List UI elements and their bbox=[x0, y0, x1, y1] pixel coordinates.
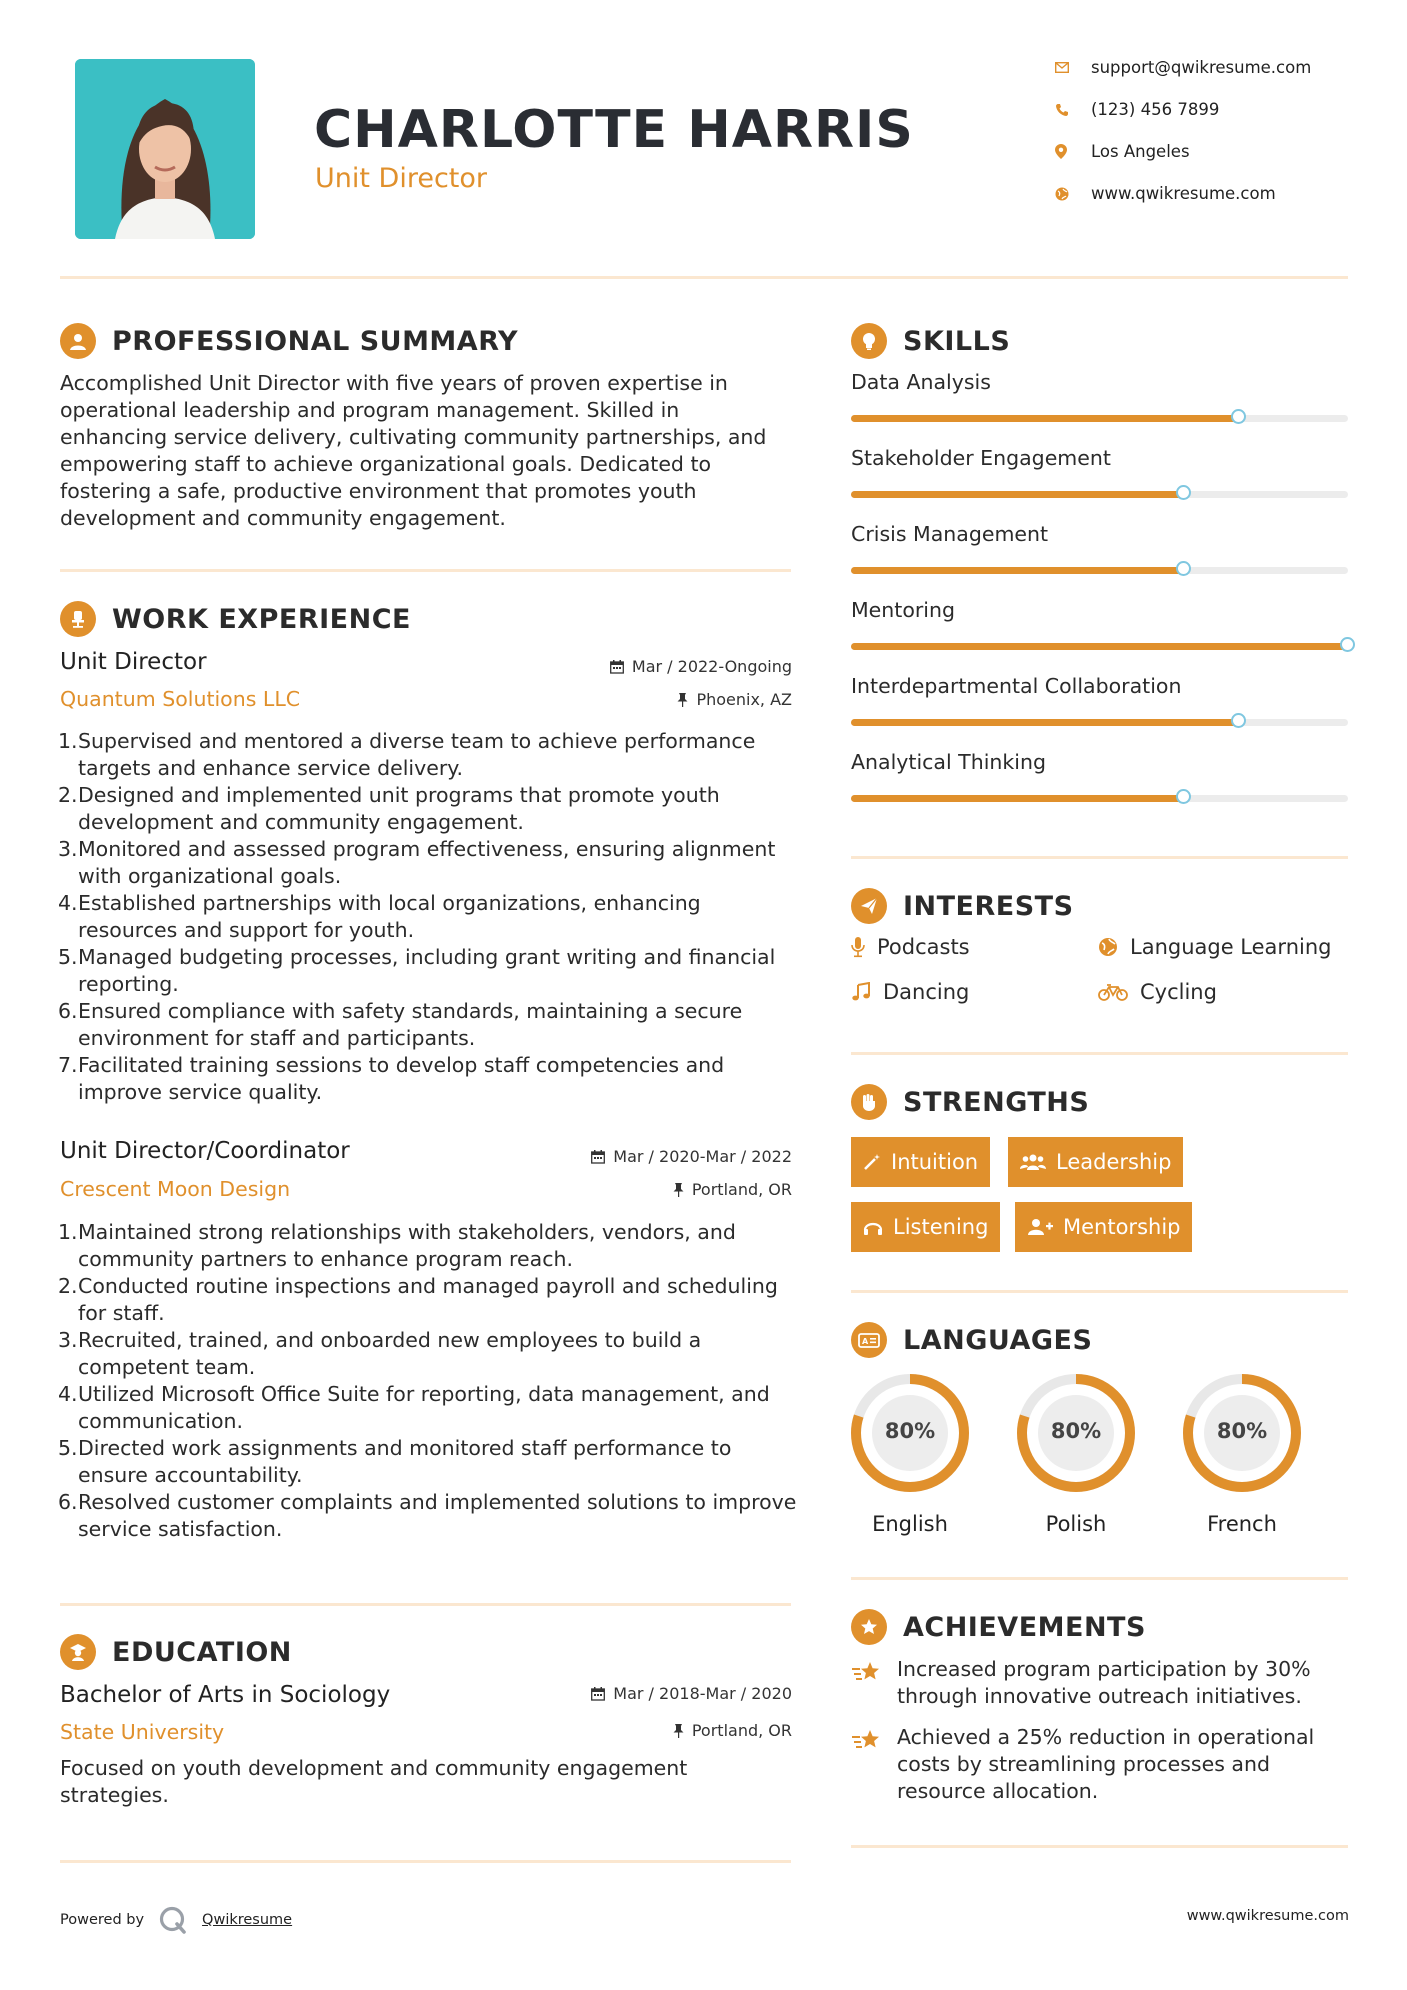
job-1-company: Quantum Solutions LLC bbox=[60, 687, 301, 711]
paper-plane-icon bbox=[851, 888, 887, 924]
calendar-icon bbox=[610, 660, 624, 674]
envelope-icon bbox=[1055, 62, 1069, 73]
education-title: EDUCATION bbox=[112, 1636, 292, 1668]
summary-text: Accomplished Unit Director with five years of proven expertise in operational leadership and program management. Skilled in enhancing service delivery, cultivating community partnerships, and empowering staff to achieve organizational goals. Dedicated to fostering a safe, productive environment that promotes youth development and community engagement. bbox=[60, 371, 767, 530]
skill-bar-knob bbox=[1231, 713, 1246, 728]
duty-item: Established partnerships with local organizations, enhancing resources and support for youth. bbox=[78, 891, 701, 942]
duty-item: Conducted routine inspections and managed payroll and scheduling for staff. bbox=[78, 1274, 778, 1325]
skill-name: Data Analysis bbox=[851, 370, 991, 394]
education-dates bbox=[591, 1684, 792, 1703]
magic-wand-icon bbox=[863, 1153, 881, 1171]
qwikresume-link[interactable]: Qwikresume bbox=[202, 1912, 293, 1928]
contact-email[interactable] bbox=[1055, 58, 1311, 77]
strengths-heading bbox=[851, 1084, 1089, 1120]
duty-item: Supervised and mentored a diverse team to achieve performance targets and enhance service delivery. bbox=[78, 729, 756, 780]
language-name: English bbox=[872, 1512, 948, 1536]
job-1-location-text: Phoenix, AZ bbox=[696, 690, 792, 709]
summary-title: PROFESSIONAL SUMMARY bbox=[112, 325, 519, 357]
interest-language-learning bbox=[1098, 935, 1331, 959]
skill-name: Analytical Thinking bbox=[851, 750, 1046, 774]
skills-title: SKILLS bbox=[903, 325, 1011, 357]
svg-text:A: A bbox=[862, 1337, 869, 1346]
qwikresume-logo-icon bbox=[158, 1905, 188, 1935]
strength-label: Intuition bbox=[891, 1150, 979, 1174]
lightbulb-icon bbox=[851, 323, 887, 359]
location-pin-icon bbox=[1055, 144, 1069, 159]
duty-item: Recruited, trained, and onboarded new employees to build a competent team. bbox=[78, 1328, 702, 1379]
interest-label: Podcasts bbox=[877, 935, 970, 959]
job-2-duties bbox=[60, 1219, 800, 1543]
powered-by-label: Powered by bbox=[60, 1912, 145, 1928]
contact-phone-text: (123) 456 7899 bbox=[1091, 100, 1220, 119]
group-icon bbox=[1020, 1153, 1046, 1171]
achievement-item bbox=[851, 1724, 1351, 1805]
pushpin-icon bbox=[673, 1183, 684, 1197]
star-badge-icon bbox=[851, 1609, 887, 1645]
interest-cycling bbox=[1098, 980, 1217, 1004]
candidate-name: CHARLOTTE HARRIS bbox=[314, 100, 914, 160]
skill-bar-track bbox=[851, 795, 1348, 802]
bicycle-icon bbox=[1098, 983, 1128, 1001]
skill-bar-fill bbox=[851, 719, 1239, 726]
globe-icon bbox=[1055, 187, 1069, 201]
calendar-icon bbox=[591, 1687, 605, 1701]
job-1-dates-text: Mar / 2022-Ongoing bbox=[631, 657, 792, 676]
music-note-icon bbox=[851, 982, 871, 1002]
header-divider bbox=[60, 276, 1348, 279]
interests-title: INTERESTS bbox=[903, 890, 1074, 922]
globe-icon bbox=[1098, 937, 1118, 957]
interest-podcasts bbox=[851, 935, 970, 959]
language-item bbox=[1177, 1368, 1307, 1536]
contact-website-text: www.qwikresume.com bbox=[1091, 184, 1276, 203]
skill-bar-knob bbox=[1176, 561, 1191, 576]
achievement-text: Achieved a 25% reduction in operational costs by streamlining processes and resource allocation. bbox=[897, 1725, 1315, 1803]
job-2-location-text: Portland, OR bbox=[691, 1180, 792, 1199]
achievement-text: Increased program participation by 30% through innovative outreach initiatives. bbox=[897, 1657, 1311, 1708]
strength-listening bbox=[851, 1202, 1000, 1252]
skill-bar-track bbox=[851, 719, 1348, 726]
job-2-location bbox=[673, 1180, 792, 1199]
pushpin-icon bbox=[673, 1724, 684, 1738]
office-chair-icon bbox=[60, 601, 96, 637]
languages-title: LANGUAGES bbox=[903, 1324, 1093, 1356]
skill-bar-fill bbox=[851, 643, 1348, 650]
job-2-dates bbox=[591, 1147, 792, 1166]
language-percent: 80% bbox=[1050, 1419, 1102, 1443]
language-name: French bbox=[1207, 1512, 1277, 1536]
duty-item: Monitored and assessed program effectiveness, ensuring alignment with organizational goals. bbox=[78, 837, 776, 888]
skill-bar-fill bbox=[851, 795, 1184, 802]
skill-bar-fill bbox=[851, 415, 1239, 422]
strengths-title: STRENGTHS bbox=[903, 1086, 1090, 1118]
skill-bar-fill bbox=[851, 567, 1184, 574]
achievement-item bbox=[851, 1656, 1351, 1710]
skill-bar-track bbox=[851, 415, 1348, 422]
duty-item: Maintained strong relationships with stakeholders, vendors, and community partners to enhance program reach. bbox=[78, 1220, 736, 1271]
interests-heading bbox=[851, 888, 1074, 924]
job-1-duties bbox=[60, 728, 800, 1106]
job-1-location bbox=[677, 690, 792, 709]
language-percent: 80% bbox=[1216, 1419, 1268, 1443]
id-card-icon bbox=[851, 1322, 887, 1358]
skill-name: Interdepartmental Collaboration bbox=[851, 674, 1182, 698]
duty-item: Utilized Microsoft Office Suite for reporting, data management, and communication. bbox=[78, 1382, 770, 1433]
contact-location bbox=[1055, 142, 1190, 161]
job-2-title: Unit Director/Coordinator bbox=[60, 1138, 350, 1164]
skills-heading bbox=[851, 323, 1010, 359]
skill-name: Mentoring bbox=[851, 598, 956, 622]
experience-title: WORK EXPERIENCE bbox=[112, 603, 411, 635]
achievements-divider bbox=[851, 1845, 1348, 1848]
graduate-icon bbox=[60, 1634, 96, 1670]
language-item bbox=[1011, 1368, 1141, 1536]
flying-star-icon bbox=[851, 1724, 883, 1805]
achievements-title: ACHIEVEMENTS bbox=[903, 1611, 1146, 1643]
strengths-divider bbox=[851, 1290, 1348, 1293]
skills-divider bbox=[851, 856, 1348, 859]
skill-bar-knob bbox=[1231, 409, 1246, 424]
interest-dancing bbox=[851, 980, 969, 1004]
summary-heading bbox=[60, 323, 518, 359]
achievements-heading bbox=[851, 1609, 1146, 1645]
headphones-icon bbox=[863, 1218, 883, 1236]
pushpin-icon bbox=[677, 693, 688, 707]
strength-leadership bbox=[1008, 1137, 1183, 1187]
duty-item: Managed budgeting processes, including grant writing and financial reporting. bbox=[78, 945, 776, 996]
calendar-icon bbox=[591, 1150, 605, 1164]
interest-label: Cycling bbox=[1140, 980, 1217, 1004]
contact-website[interactable] bbox=[1055, 184, 1276, 203]
raised-fist-icon bbox=[851, 1084, 887, 1120]
skill-bar-track bbox=[851, 491, 1348, 498]
job-1-title: Unit Director bbox=[60, 649, 207, 675]
skill-name: Crisis Management bbox=[851, 522, 1049, 546]
education-heading bbox=[60, 1634, 292, 1670]
skill-bar-knob bbox=[1340, 637, 1355, 652]
language-name: Polish bbox=[1045, 1512, 1107, 1536]
interest-label: Dancing bbox=[883, 980, 970, 1004]
education-dates-text: Mar / 2018-Mar / 2020 bbox=[613, 1684, 792, 1703]
duty-item: Facilitated training sessions to develop staff competencies and improve service quality. bbox=[78, 1053, 725, 1104]
degree: Bachelor of Arts in Sociology bbox=[60, 1682, 391, 1708]
footer-powered bbox=[60, 1905, 292, 1935]
strength-label: Leadership bbox=[1056, 1150, 1172, 1174]
microphone-icon bbox=[851, 936, 865, 958]
skill-bar-fill bbox=[851, 491, 1184, 498]
experience-heading bbox=[60, 601, 411, 637]
experience-divider bbox=[60, 1603, 791, 1606]
contact-phone[interactable] bbox=[1055, 100, 1219, 119]
languages-divider bbox=[851, 1577, 1348, 1580]
user-icon bbox=[60, 323, 96, 359]
candidate-role: Unit Director bbox=[315, 163, 488, 194]
skill-bar-track bbox=[851, 567, 1348, 574]
languages-heading bbox=[851, 1322, 1092, 1358]
duty-item: Ensured compliance with safety standards, maintaining a secure environment for staff and participants. bbox=[78, 999, 743, 1050]
skill-bar-track bbox=[851, 643, 1348, 650]
language-item bbox=[845, 1368, 975, 1536]
strength-label: Listening bbox=[893, 1215, 989, 1239]
duty-item: Directed work assignments and monitored staff performance to ensure accountability. bbox=[78, 1436, 732, 1487]
skill-bar-knob bbox=[1176, 485, 1191, 500]
interest-label: Language Learning bbox=[1130, 935, 1332, 959]
duty-item: Designed and implemented unit programs that promote youth development and community engagement. bbox=[78, 783, 720, 834]
education-description: Focused on youth development and community engagement strategies. bbox=[60, 1756, 688, 1807]
contact-email-text: support@qwikresume.com bbox=[1091, 58, 1312, 77]
language-percent: 80% bbox=[884, 1419, 936, 1443]
strength-label: Mentorship bbox=[1063, 1215, 1181, 1239]
skill-name: Stakeholder Engagement bbox=[851, 446, 1111, 470]
footer-site[interactable]: www.qwikresume.com bbox=[1186, 1908, 1349, 1924]
phone-icon bbox=[1055, 103, 1069, 117]
contact-location-text: Los Angeles bbox=[1091, 142, 1190, 161]
summary-divider bbox=[60, 569, 791, 572]
school: State University bbox=[60, 1720, 225, 1744]
user-plus-icon bbox=[1027, 1218, 1053, 1236]
profile-photo bbox=[75, 59, 255, 239]
education-divider bbox=[60, 1860, 791, 1863]
interests-divider bbox=[851, 1052, 1348, 1055]
education-location-text: Portland, OR bbox=[691, 1721, 792, 1740]
flying-star-icon bbox=[851, 1656, 883, 1710]
job-2-dates-text: Mar / 2020-Mar / 2022 bbox=[613, 1147, 792, 1166]
education-location bbox=[673, 1721, 792, 1740]
job-1-dates bbox=[610, 657, 792, 676]
strength-mentorship bbox=[1015, 1202, 1192, 1252]
strength-intuition bbox=[851, 1137, 990, 1187]
skill-bar-knob bbox=[1176, 789, 1191, 804]
duty-item: Resolved customer complaints and implemented solutions to improve service satisfaction. bbox=[78, 1490, 797, 1541]
job-2-company: Crescent Moon Design bbox=[60, 1177, 291, 1201]
